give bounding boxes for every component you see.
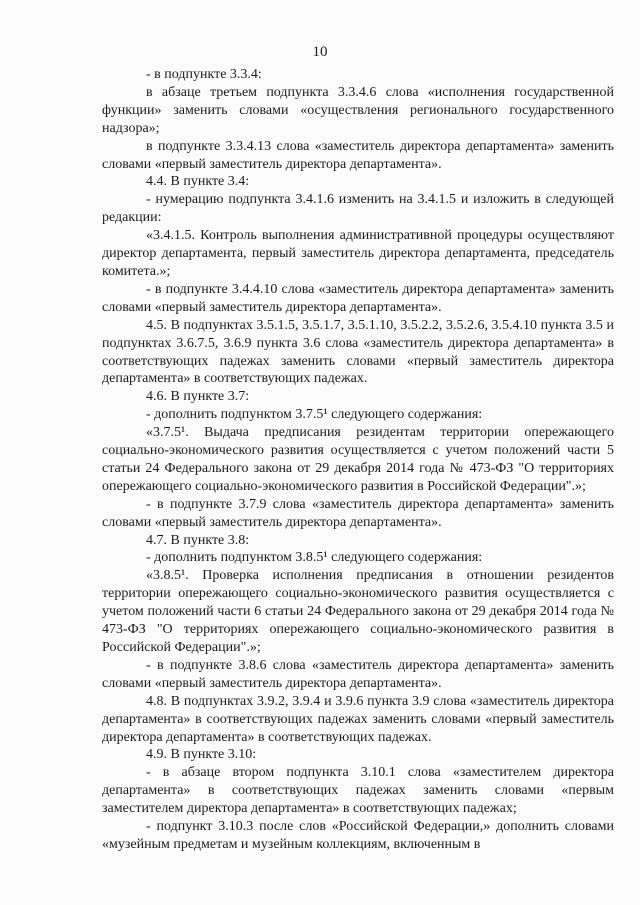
paragraph: 4.9. В пункте 3.10: [146,747,257,763]
paragraph: «3.7.5¹. Выдача предписания резидентам территории опережающего социально-экономического развития осуществляется с учетом положений части 5 статьи 24 Федерального закона от 29 декабря 2014 года № 473-ФЗ "О территориях опережающего социально-экономического развития в Российской Федерации".»; [102,425,614,494]
paragraph: «3.4.1.5. Контроль выполнения административной процедуры осуществляют директор департамента, первый заместитель директора департамента, председатель комитета.»; [102,228,614,279]
paragraph: - в подпункте 3.8.6 слова «заместитель директора департамента» заменить словами «первый заместитель директора департамента». [102,657,614,691]
paragraph: 4.4. В пункте 3.4: [146,174,250,190]
document-body [102,66,614,854]
paragraph: - дополнить подпунктом 3.7.5¹ следующего содержания: [146,407,483,423]
paragraph: - подпункт 3.10.3 после слов «Российской Федерации,» дополнить словами «музейным предметам и музейным коллекциям, включенным в [102,819,614,852]
paragraph: - в абзаце втором подпункта 3.10.1 слова «заместителем директора департамента» в соответствующих падежах заменить словами «первым заместителем директора департамента» в соответствующих падежах; [102,765,614,817]
paragraph: «3.8.5¹. Проверка исполнения предписания в отношении резидентов территории опережающего социально-экономического развития осуществляется с учетом положений части 6 статьи 24 Федерального закона от 29 декабря 2014 года № 473-ФЗ "О территориях опережающего социально-экономического развития в Российской Федерации".»; [102,568,614,655]
paragraph: 4.5. В подпунктах 3.5.1.5, 3.5.1.7, 3.5.1.10, 3.5.2.2, 3.5.2.6, 3.5.4.10 пункта 3.5 и подпунктах 3.6.7.5, 3.6.9 пункта 3.6 слова «заместитель директора департамента» в соответствующих падежах заменить словами «первый заместитель директора департамента» в соответствующих падежах. [102,317,614,387]
paragraph: 4.7. В пункте 3.8: [146,532,250,548]
paragraph: - в подпункте 3.4.4.10 слова «заместитель директора департамента» заменить словами «первый заместитель директора департамента». [102,281,614,315]
paragraph: 4.8. В подпунктах 3.9.2, 3.9.4 и 3.9.6 пункта 3.9 слова «заместитель директора департамента» в соответствующих падежах заменить словами «первый заместитель директора департамента» в соответствующих падежах. [102,693,614,745]
paragraph: 4.6. В пункте 3.7: [146,389,250,405]
paragraph: - в подпункте 3.3.4: [146,67,262,82]
paragraph: - в подпункте 3.7.9 слова «заместитель директора департамента» заменить словами «первый заместитель директора департамента». [102,496,614,530]
paragraph: - нумерацию подпункта 3.4.1.6 изменить на 3.4.1.5 и изложить в следующей редакции: [102,192,614,226]
page-number: 10 [312,44,328,60]
paragraph: в абзаце третьем подпункта 3.3.4.6 слова «исполнения государственной функции» заменить словами «осуществления регионального государственного надзора»; [102,84,614,136]
paragraph: в подпункте 3.3.4.13 слова «заместитель директора департамента» заменить словами «первый заместитель директора департамента». [102,138,614,172]
paragraph: - дополнить подпунктом 3.8.5¹ следующего содержания: [146,550,483,566]
